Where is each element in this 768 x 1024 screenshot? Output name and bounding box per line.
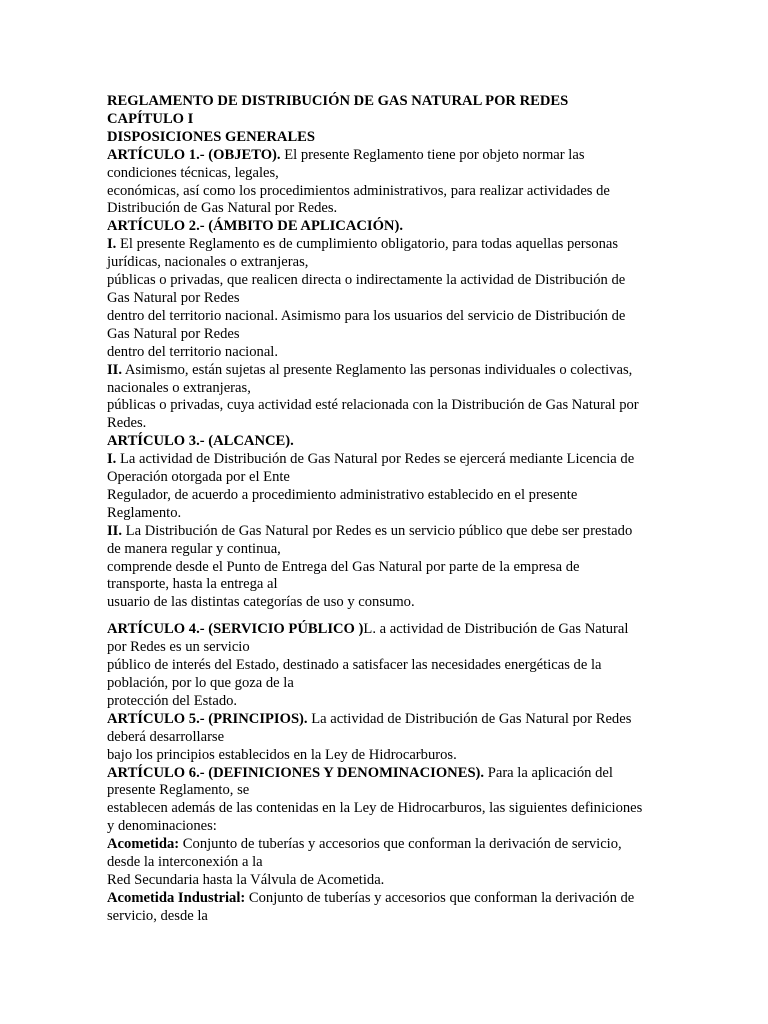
- article-2-heading: ARTÍCULO 2.- (ÁMBITO DE APLICACIÓN).: [107, 218, 403, 235]
- article-4-line: protección del Estado.: [107, 692, 238, 709]
- paragraph-gap: [107, 612, 664, 621]
- article-6-line: presente Reglamento, se: [107, 782, 250, 799]
- article-3-heading: ARTÍCULO 3.- (ALCANCE).: [107, 433, 294, 450]
- article-1-heading: ARTÍCULO 1.- (OBJETO).: [107, 146, 281, 163]
- article-2-line: Redes.: [107, 415, 147, 432]
- article-4-line: población, por lo que goza de la: [107, 675, 294, 691]
- definition-line: Acometida Industrial: Conjunto de tuberías y accesorios que conforman la derivación de: [107, 889, 635, 906]
- article-5-line: bajo los principios establecidos en la Ley de Hidrocarburos.: [107, 746, 457, 763]
- paragraph-label: I.: [107, 236, 117, 253]
- article-2-line: Gas Natural por Redes: [107, 289, 240, 306]
- article-4-heading: ARTÍCULO 4.- (SERVICIO PÚBLICO ): [107, 621, 364, 638]
- document-title: REGLAMENTO DE DISTRIBUCIÓN DE GAS NATURAL POR REDES: [107, 93, 569, 109]
- article-5-line: deberá desarrollarse: [107, 728, 225, 745]
- article-1-line: condiciones técnicas, legales,: [107, 164, 279, 181]
- article-2-line: Gas Natural por Redes: [107, 325, 240, 342]
- article-3-line: usuario de las distintas categorías de uso y consumo.: [107, 594, 415, 611]
- article-6-heading: ARTÍCULO 6.- (DEFINICIONES Y DENOMINACIONES).: [107, 764, 485, 781]
- article-2-line: públicas o privadas, que realicen directa o indirectamente la actividad de Distribución de: [107, 272, 626, 289]
- article-4-line: por Redes es un servicio: [107, 639, 250, 656]
- article-6-line: establecen además de las contenidas en la Ley de Hidrocarburos, las siguientes definiciones: [107, 800, 643, 817]
- definition-line: Red Secundaria hasta la Válvula de Acometida.: [107, 871, 385, 888]
- article-1-line: económicas, así como los procedimientos administrativos, para realizar actividades de: [107, 182, 610, 199]
- definition-term: Acometida:: [107, 836, 180, 853]
- article-3-line: transporte, hasta la entrega al: [107, 576, 278, 593]
- paragraph-label: II.: [107, 522, 123, 539]
- article-3-line: Reglamento.: [107, 504, 182, 521]
- article-1-line: ARTÍCULO 1.- (OBJETO). El presente Reglamento tiene por objeto normar las: [107, 146, 585, 163]
- article-2-line: dentro del territorio nacional.: [107, 343, 279, 360]
- article-6-line: y denominaciones:: [107, 818, 217, 835]
- paragraph-label: II.: [107, 361, 123, 378]
- article-3-line: II. La Distribución de Gas Natural por Redes es un servicio público que debe ser prestado: [107, 522, 633, 539]
- article-3-line: comprende desde el Punto de Entrega del Gas Natural por parte de la empresa de: [107, 558, 580, 575]
- article-4-line: ARTÍCULO 4.- (SERVICIO PÚBLICO )L. a actividad de Distribución de Gas Natural: [107, 621, 629, 638]
- section-heading: DISPOSICIONES GENERALES: [107, 128, 316, 145]
- article-2-line: nacionales o extranjeras,: [107, 379, 251, 396]
- article-1-line: Distribución de Gas Natural por Redes.: [107, 200, 338, 217]
- article-2-line: I. El presente Reglamento es de cumplimiento obligatorio, para todas aquellas personas: [107, 236, 619, 253]
- article-2-line: jurídicas, nacionales o extranjeras,: [107, 254, 309, 271]
- definition-term: Acometida Industrial:: [107, 889, 246, 906]
- definition-line: Acometida: Conjunto de tuberías y accesorios que conforman la derivación de servicio,: [107, 836, 622, 853]
- article-2-line: públicas o privadas, cuya actividad esté relacionada con la Distribución de Gas Natural por: [107, 397, 639, 414]
- article-3-line: I. La actividad de Distribución de Gas Natural por Redes se ejercerá mediante Licencia de: [107, 451, 635, 468]
- article-5-heading: ARTÍCULO 5.- (PRINCIPIOS).: [107, 710, 308, 727]
- chapter-heading: CAPÍTULO I: [107, 110, 194, 127]
- paragraph-label: I.: [107, 451, 117, 468]
- article-3-line: de manera regular y continua,: [107, 540, 281, 557]
- article-3-line: Regulador, de acuerdo a procedimiento administrativo establecido en el presente: [107, 486, 578, 503]
- definition-line: servicio, desde la: [107, 907, 208, 924]
- article-6-line: ARTÍCULO 6.- (DEFINICIONES Y DENOMINACIONES). Para la aplicación del: [107, 764, 613, 781]
- article-4-line: público de interés del Estado, destinado a satisfacer las necesidades energéticas de la: [107, 657, 602, 674]
- article-5-line: ARTÍCULO 5.- (PRINCIPIOS). La actividad de Distribución de Gas Natural por Redes: [107, 710, 632, 727]
- definition-line: desde la interconexión a la: [107, 854, 263, 871]
- article-2-line: dentro del territorio nacional. Asimismo para los usuarios del servicio de Distribución de: [107, 307, 626, 324]
- article-2-line: II. Asimismo, están sujetas al presente Reglamento las personas individuales o colectivas,: [107, 361, 633, 378]
- article-3-line: Operación otorgada por el Ente: [107, 469, 290, 486]
